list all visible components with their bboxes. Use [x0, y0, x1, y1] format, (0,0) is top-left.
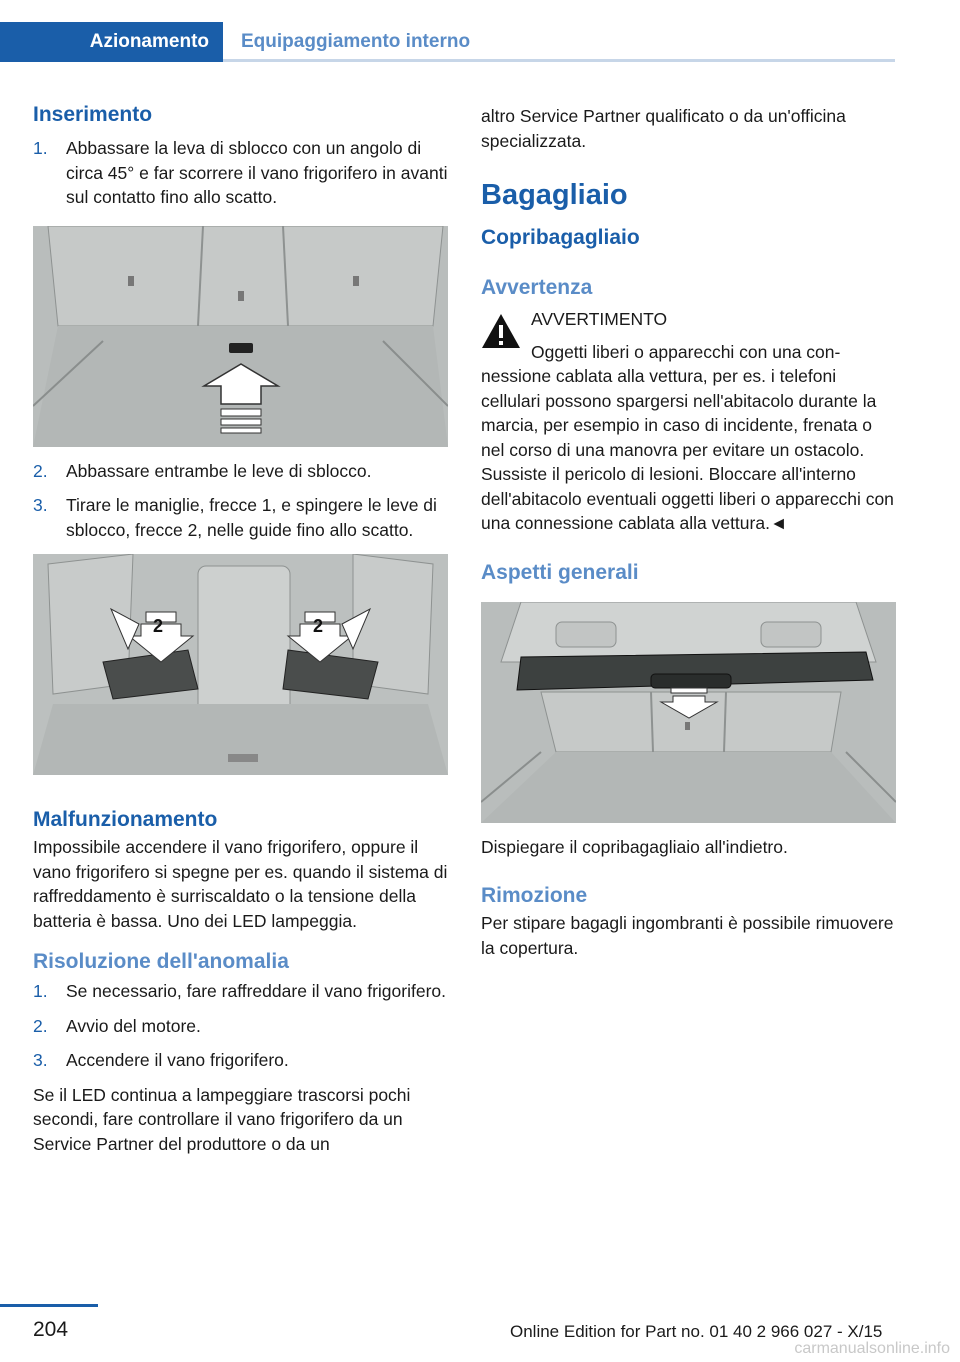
warning-icon [481, 313, 521, 349]
rimozione-text: Per stipare bagagli ingombranti è possibile rimuovere la copertura. [481, 913, 894, 958]
page-header [0, 0, 895, 62]
fix-steps-list [33, 979, 451, 1073]
bagagliaio-heading: Bagagliaio [481, 179, 628, 211]
inserimento-heading: Inserimento [33, 103, 153, 126]
closing-text: Se il LED continua a lampeggiare trascorsi pochi secondi, fare controllare il vano frigorifero da un Service Partner del produttore o da un [33, 1084, 411, 1154]
list-item: 2. Abbassare entrambe le leve di sblocco. [33, 460, 372, 481]
insert-steps-list-continued [33, 459, 451, 543]
figure-release-levers [33, 554, 448, 775]
footer-rule [0, 1304, 98, 1307]
figure-cargo-floor [33, 226, 448, 447]
list-item: 3. Accendere il vano frigorifero. [33, 1050, 289, 1070]
copribagagliaio-heading: Copribagagliaio [481, 226, 640, 249]
list-item: 2. Avvio del motore. [33, 1015, 201, 1036]
malfunzionamento-text: Impossibile accendere il vano frigorifero, oppure il vano frigorifero si spegne per es. quando il sistema di raffreddamento è surriscaldato o la tensione della batteria è bassa. Uno dei LED lampeggia. [33, 837, 448, 931]
warning-text: Oggetti liberi o apparecchi con una con- nessione cablata alla vettura, per es. i telefoni cellulari possono spargersi nell'abitacolo durante la marcia, per esempio in caso di incidente, frenata o nel corso di una manovra per evitare un ostacolo. Sussiste il pericolo di lesioni. Bloccare all'interno dell'abitacolo eventuali oggetti liberi o apparecchi con una connessione cablata alla vettura.◄ [481, 341, 894, 533]
warning-label: AVVERTIMENTO [531, 309, 668, 329]
page-number: 204 [33, 1318, 69, 1341]
malfunzionamento-heading: Malfunzionamento [33, 808, 218, 831]
subsection-tab[interactable]: Equipaggiamento interno [241, 31, 471, 52]
edition-text: Online Edition for Part no. 01 40 2 966 027 - X/15 [510, 1322, 883, 1341]
watermark: carmanualsonline.info [794, 1340, 950, 1357]
figure-label: 2 [313, 616, 324, 636]
right-column [481, 104, 899, 960]
rimozione-heading: Rimozione [481, 884, 588, 907]
aspetti-heading: Aspetti generali [481, 560, 639, 584]
risoluzione-heading: Risoluzione dell'anomalia [33, 950, 289, 973]
list-item: 1. Abbassare la leva di sblocco con un angolo di circa 45° e far scorrere il vano frigorifero in avanti sul contatto fino allo scatto. [33, 138, 448, 207]
list-item: 1. Se necessario, fare raffreddare il vano frigorifero. [33, 981, 447, 1001]
figure-cargo-cover [481, 602, 896, 823]
section-tab[interactable]: Azionamento [0, 22, 223, 62]
continued-text: altro Service Partner qualificato o da un'officina specializzata. [481, 106, 846, 151]
list-item: 3. Tirare le maniglie, frecce 1, e spingere le leve di sblocco, frecce 2, nelle guide fino allo scatto. [33, 495, 437, 540]
figure-caption: Dispiegare il copribagagliaio all'indietro. [481, 836, 788, 857]
insert-steps-list [33, 136, 451, 210]
avvertenza-heading: Avvertenza [481, 276, 593, 299]
warning-block [481, 307, 899, 536]
left-column [33, 100, 451, 1156]
figure-label: 2 [153, 616, 164, 636]
